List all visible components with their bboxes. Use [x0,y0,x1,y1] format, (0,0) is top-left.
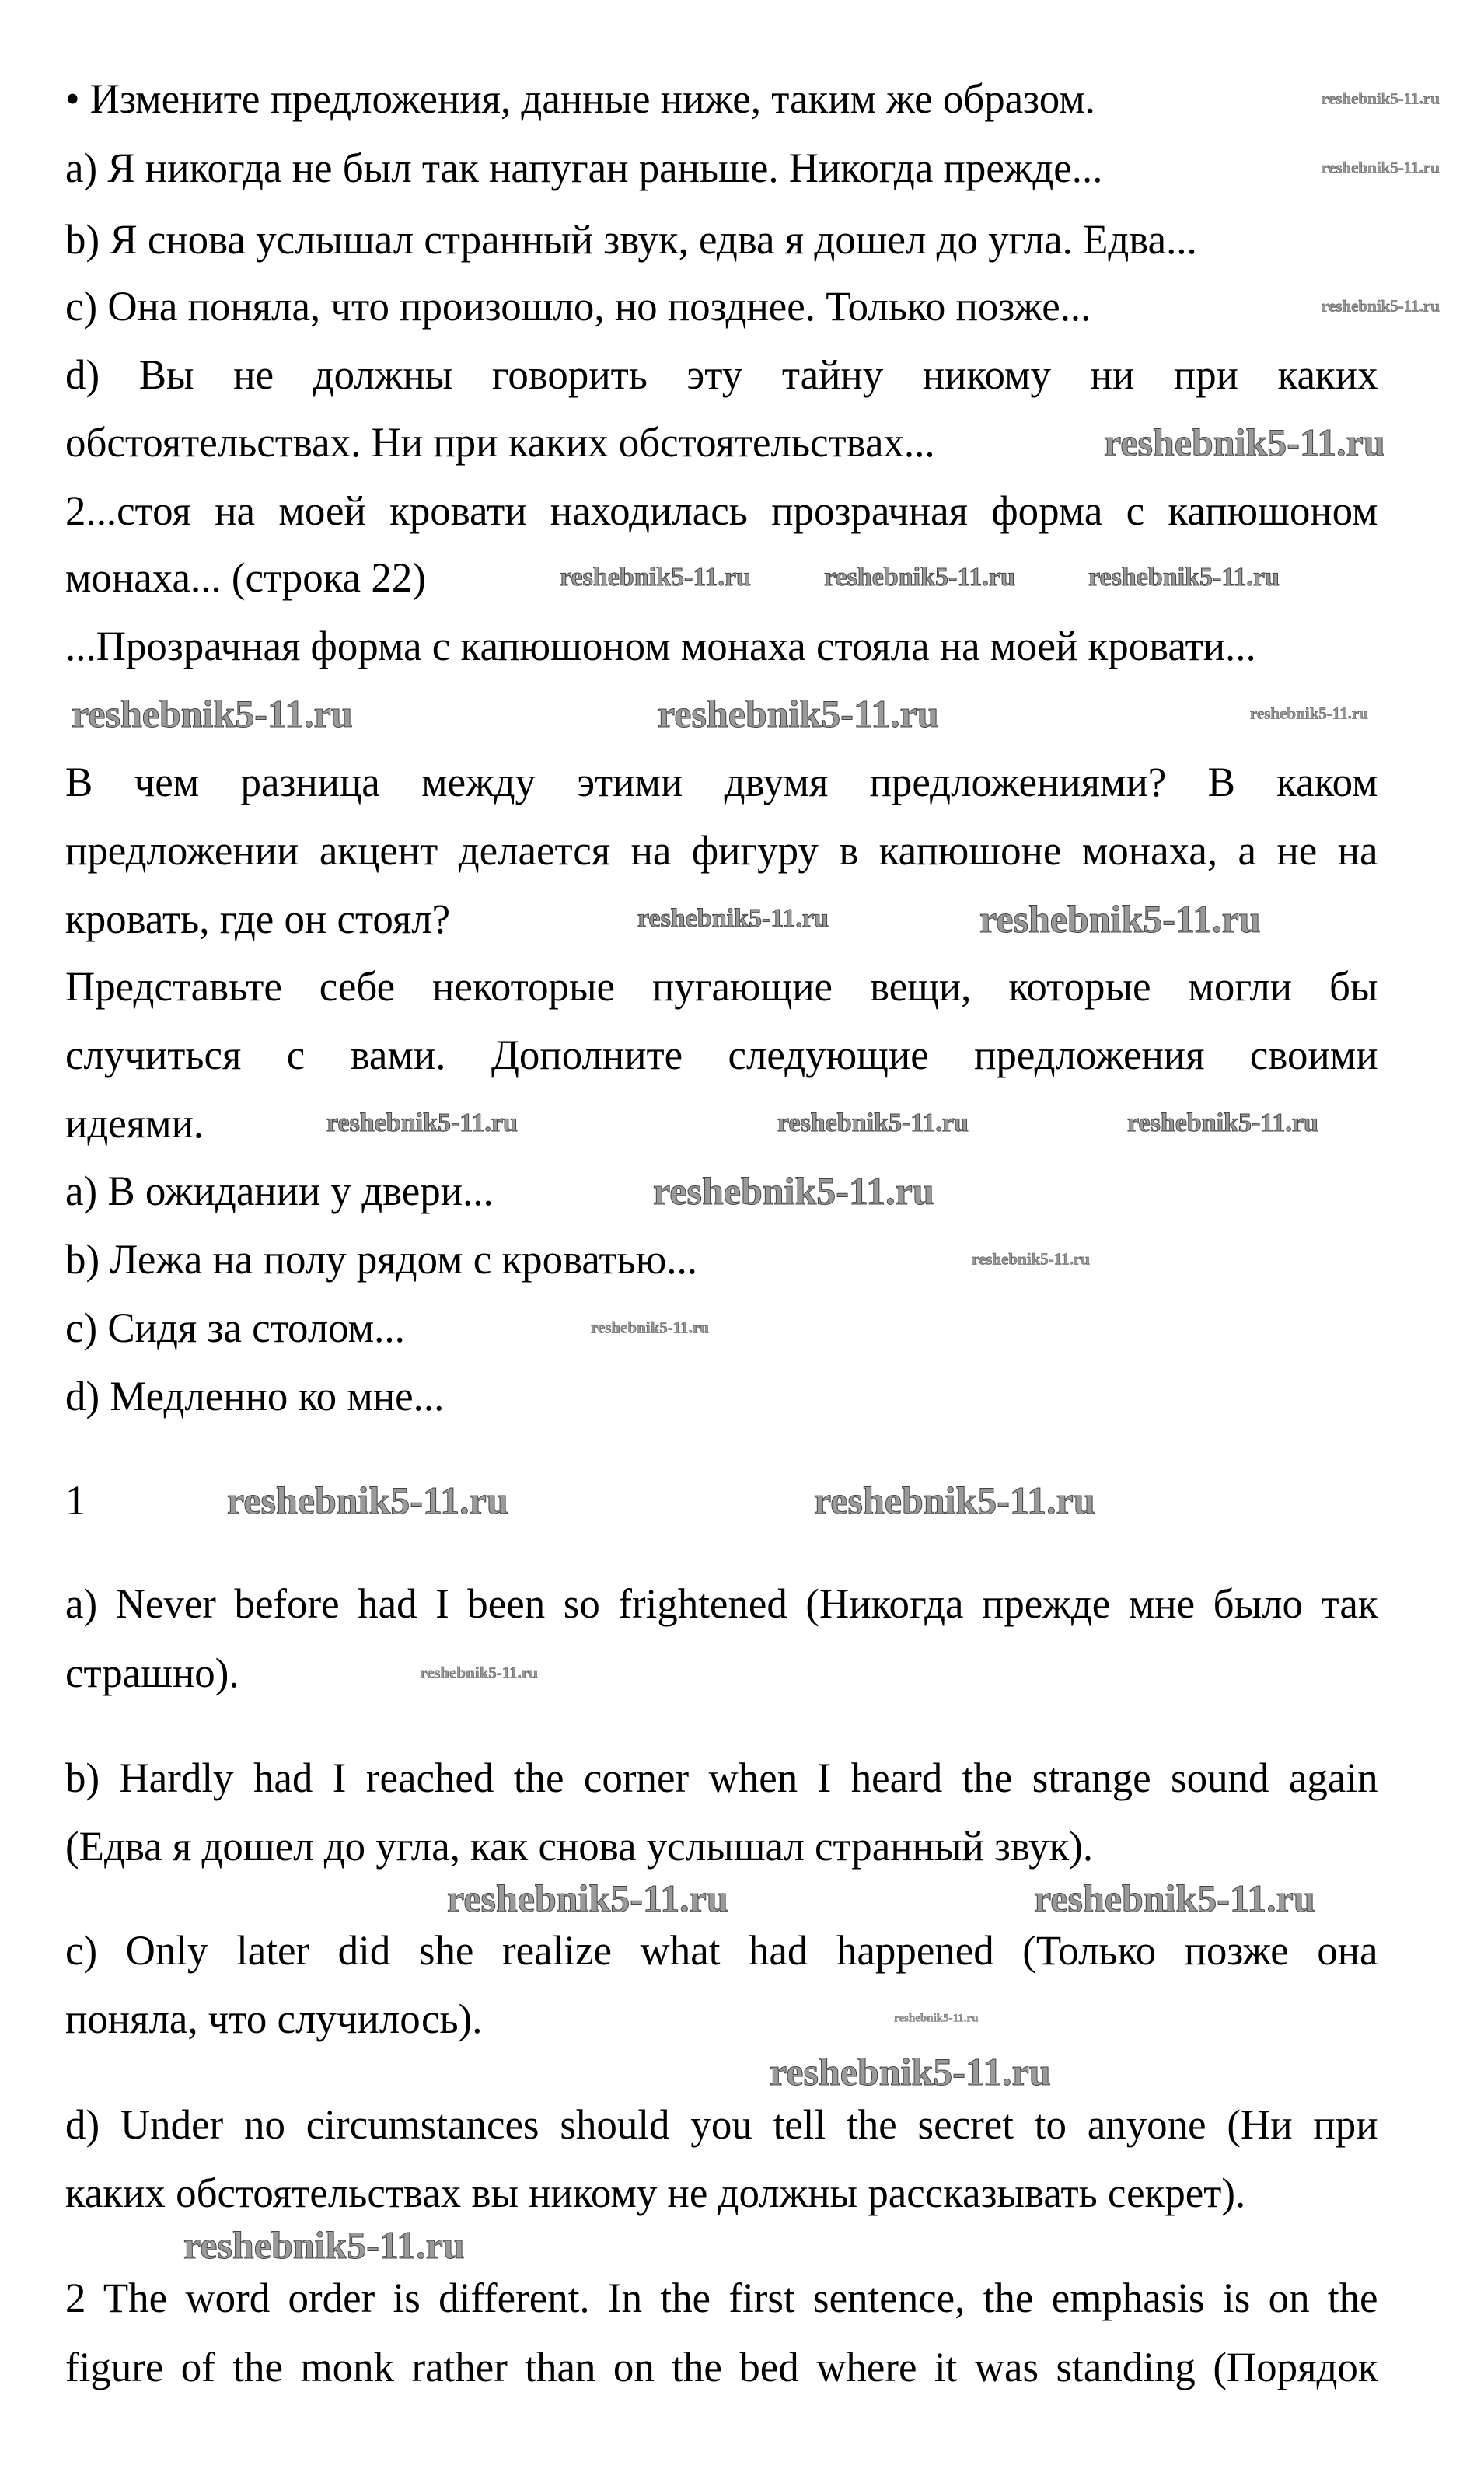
watermark: reshebnik5-11.ru [1322,158,1440,177]
answer-c-line1: c) Only later did she realize what had happened (Только позже она [65,1927,1378,1974]
task-item-d-line2: обстоятельствах. Ни при каких обстоятельствах... [65,419,935,466]
watermark: reshebnik5-11.ru [1322,296,1440,316]
watermark: reshebnik5-11.ru [72,692,353,735]
task-item-b: b) Я снова услышал странный звук, едва я дошел до угла. Едва... [65,216,1197,263]
watermark: reshebnik5-11.ru [1127,1109,1318,1137]
task-item-a: a) Я никогда не был так напуган раньше. Никогда прежде... [65,145,1103,191]
watermark: reshebnik5-11.ru [972,1249,1090,1269]
task-intro: • Измените предложения, данные ниже, таким же образом. [65,75,1095,122]
watermark: reshebnik5-11.ru [1322,89,1440,108]
prompt-item-c: c) Сидя за столом... [65,1304,405,1351]
answer-2-line2: figure of the monk rather than on the bed where it was standing (Порядок [65,2344,1378,2390]
watermark: reshebnik5-11.ru [1088,563,1280,592]
watermark: reshebnik5-11.ru [447,1877,728,1920]
answer-2-line1: 2 The word order is different. In the first sentence, the emphasis is on the [65,2275,1378,2321]
watermark: reshebnik5-11.ru [591,1318,709,1337]
watermark: reshebnik5-11.ru [770,2050,1051,2093]
answers-heading: 1 [65,1477,86,1524]
question-line2: предложении акцент делается на фигуру в капюшоне монаха, а не на [65,827,1378,874]
watermark: reshebnik5-11.ru [420,1663,538,1682]
watermark: reshebnik5-11.ru [1250,704,1368,723]
answer-d-line2: каких обстоятельствах вы никому не должны рассказывать секрет). [65,2170,1246,2216]
question-line3: кровать, где он стоял? [65,896,451,942]
task-item-c: c) Она поняла, что произошло, но позднее. Только позже... [65,283,1091,330]
prompt-item-a: a) В ожидании у двери... [65,1168,494,1214]
question-line1: В чем разница между этими двумя предложениями? В каком [65,759,1378,805]
task-item-d-line1: d) Вы не должны говорить эту тайну никому ни при каких [65,351,1378,398]
watermark: reshebnik5-11.ru [1034,1877,1315,1920]
task2-line3: ...Прозрачная форма с капюшоном монаха стояла на моей кровати... [65,623,1256,669]
watermark: reshebnik5-11.ru [653,1169,934,1213]
prompt-item-b: b) Лежа на полу рядом с кроватью... [65,1236,697,1283]
watermark: reshebnik5-11.ru [1104,421,1385,464]
answer-d-line1: d) Under no circumstances should you tell the secret to anyone (Ни при [65,2101,1378,2148]
prompt-line2: случиться с вами. Дополните следующие предложения своими [65,1032,1378,1078]
watermark: reshebnik5-11.ru [777,1109,969,1137]
watermark: reshebnik5-11.ru [183,2223,465,2267]
prompt-line1: Представьте себе некоторые пугающие вещи, которые могли бы [65,963,1378,1010]
watermark: reshebnik5-11.ru [227,1479,508,1522]
watermark: reshebnik5-11.ru [979,897,1261,941]
answer-a-line2: страшно). [65,1650,239,1696]
answer-c-line2: поняла, что случилось). [65,1995,483,2042]
watermark: reshebnik5-11.ru [560,563,751,592]
watermark: reshebnik5-11.ru [824,563,1015,592]
task2-line2: монаха... (строка 22) [65,554,426,601]
watermark: reshebnik5-11.ru [658,692,939,735]
watermark: reshebnik5-11.ru [326,1109,518,1137]
answer-b-line1: b) Hardly had I reached the corner when I heard the strange sound again [65,1755,1378,1801]
answer-a-line1: a) Never before had I been so frightened (Никогда прежде мне было так [65,1580,1378,1627]
answer-b-line2: (Едва я дошел до угла, как снова услышал странный звук). [65,1823,1094,1870]
watermark: reshebnik5-11.ru [894,2012,979,2025]
prompt-line3: идеями. [65,1100,204,1147]
task2-line1: 2...стоя на моей кровати находилась прозрачная форма с капюшоном [65,487,1378,534]
prompt-item-d: d) Медленно ко мне... [65,1373,445,1419]
watermark: reshebnik5-11.ru [637,904,829,933]
watermark: reshebnik5-11.ru [814,1479,1095,1522]
